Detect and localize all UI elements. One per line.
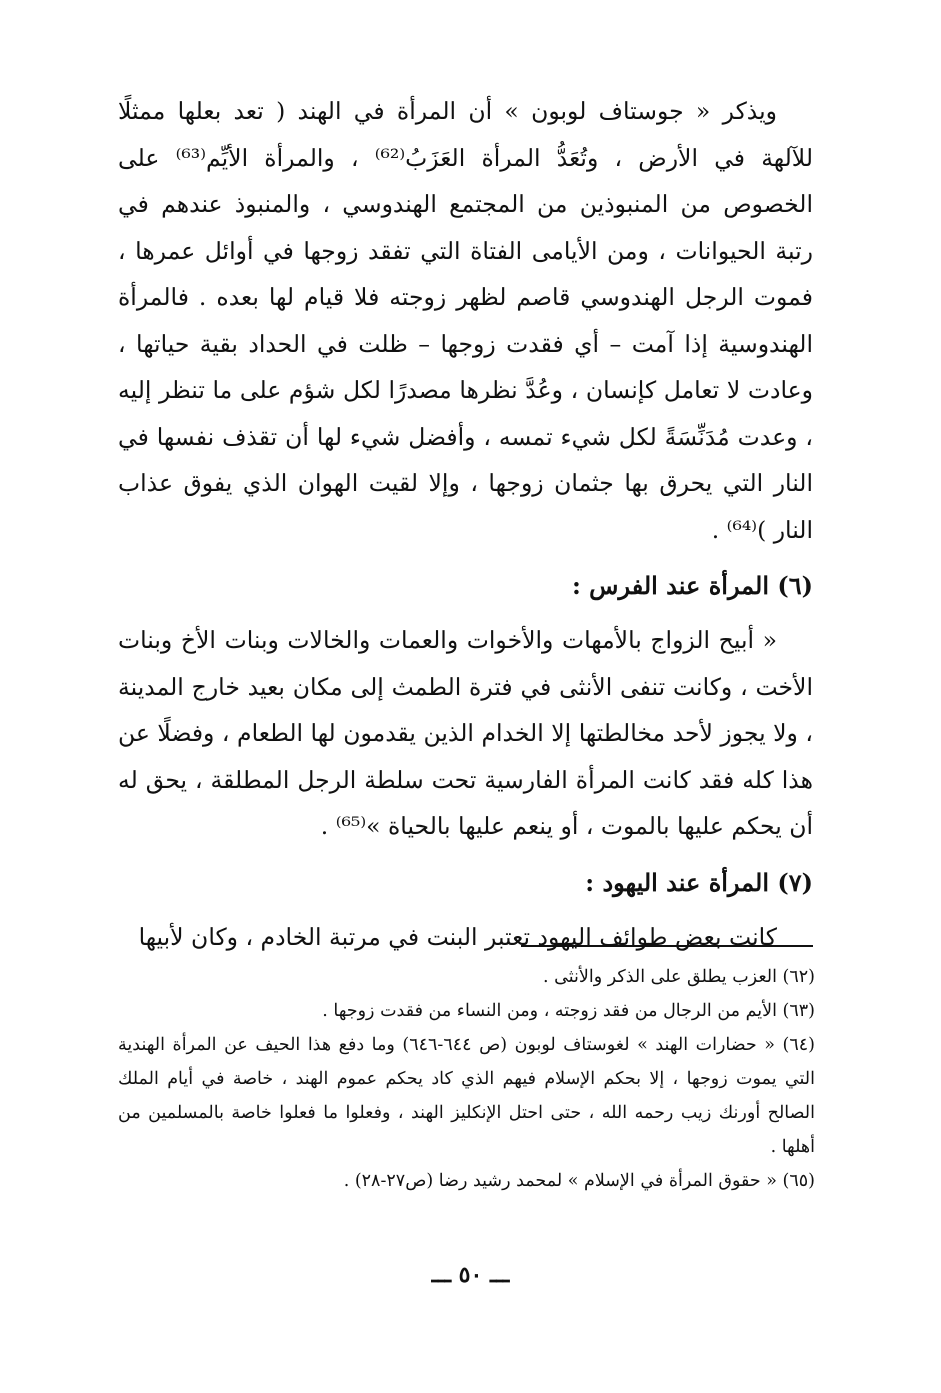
heading-women-among-jews: (٧) المرأة عند اليهود : (585, 867, 813, 897)
paragraph-women-among-persians: « أبيح الزواج بالأمهات والأخوات والعمات والخالات وبنات الأخ وبنات الأخت ، وكانت تنفى الأنثى في فترة الطمث إلى مكان بعيد خارج المدينة ، ولا يجوز لأحد مخالطتها إلا الخدام الذين يقدمون لها الطعام ، وفضلًا عن هذا كله فقد كانت المرأة الفارسية تحت سلطة الرجل المطلقة ، يحق له أن يحكم عليها بالموت ، أو ينعم عليها بالحياة »⁽⁶⁵⁾ . (118, 626, 813, 840)
heading-women-among-persians: (٦) المرأة عند الفرس : (571, 571, 813, 600)
main-text (118, 88, 813, 960)
footnote-separator (521, 945, 813, 947)
footnote-62: (٦٢) العزب يطلق على الذكر والأنثى . (542, 967, 815, 987)
paragraph-women-among-jews: كانت بعض طوائف اليهود تعتبر البنت في مرتبة الخادم ، وكان لأبيها (138, 922, 777, 951)
page-number: ـــ ٥٠ ـــ (431, 1262, 510, 1288)
paragraph-women-in-india: ويذكر « جوستاف لوبون » أن المرأة في الهند ( تعد بعلها ممثلًا للآلهة في الأرض ، وتُعَدُّ المرأة العَزَبُ⁽⁶²⁾ ، والمرأة الأيِّم⁽⁶³⁾ على الخصوص من المنبوذين من المجتمع الهندوسي ، والمنبوذ عندهم في رتبة الحيوانات ، ومن الأيامى الفتاة التي تفقد زوجها في أوائل عمرها ، فموت الرجل الهندوسي قاصم لظهر زوجته فلا قيام لها بعده . فالمرأة الهندوسية إذا آمت – أي فقدت زوجها – ظلت في الحداد بقية حياتها ، وعادت لا تعامل كإنسان ، وعُدَّ نظرها مصدرًا لكل شؤم على ما تنظر إليه ، وعدت مُدَنِّسَةً لكل شيء تمسه ، وأفضل شيء لها أن تقذف نفسها في النار التي يحرق بها جثمان زوجها ، وإلا لقيت الهوان الذي يفوق عذاب النار )⁽⁶⁴⁾ . (118, 97, 813, 544)
footnote-65: (٦٥) « حقوق المرأة في الإسلام » لمحمد رشيد رضا (ص٢٧-٢٨) . (343, 1171, 815, 1191)
footnote-63: (٦٣) الأيم من الرجال من فقد زوجته ، ومن النساء من فقدت زوجها . (322, 1001, 815, 1021)
footnote-64: (٦٤) « حضارات الهند » لغوستاف لوبون (ص ٦٤٤-٦٤٦) وما دفع هذا الحيف عن المرأة الهندية التي يموت زوجها ، إلا بحكم الإسلام فيهم الذي كاد يحكم عموم الهند ، خاصة في أيام الملك الصالح أورنك زيب رحمه الله ، حتى احتل الإنكليز الهند ، وفعلوا ما فعلوا خاصة بالمسلمين من أهلها . (118, 1035, 815, 1157)
footnotes (118, 960, 815, 1198)
